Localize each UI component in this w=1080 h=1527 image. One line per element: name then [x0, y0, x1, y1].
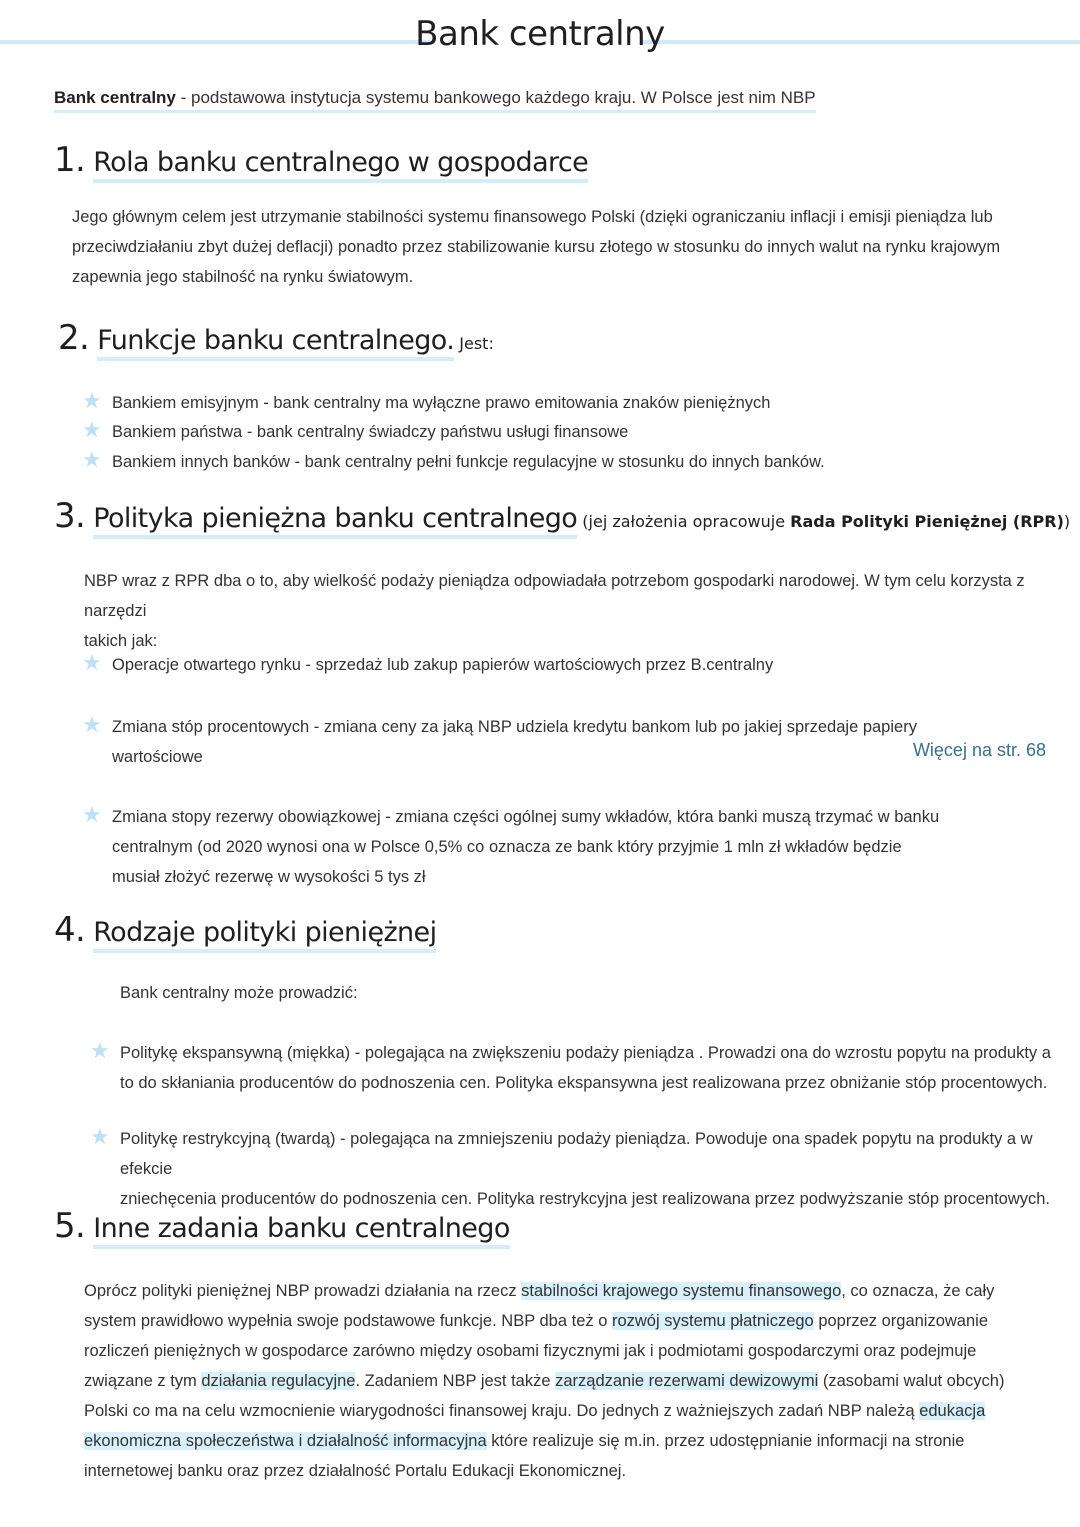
- section-5-line: [84, 1276, 1004, 1306]
- text-run: które realizuje się m.in. przez udostępnianie informacji na stronie: [486, 1432, 965, 1450]
- list-item-text: Bankiem państwa - bank centralny świadczy państwu usługi finansowe: [112, 423, 629, 441]
- section-5-line: [84, 1306, 1004, 1336]
- section-2-title: Funkcje banku centralnego.: [97, 325, 454, 361]
- list-item-text: Zmiana stóp procentowych - zmiana ceny za jaką NBP udziela kredytu bankom lub po jakiej sprzedaje papiery: [112, 718, 917, 736]
- list-item-text: to do skłaniania producentów do podnoszenia cen. Polityka ekspansywna jest realizowana przez obniżanie stóp procentowych.: [120, 1074, 1048, 1092]
- section-3-note-bold: Rada Polityki Pieniężnej (RPR): [790, 512, 1064, 531]
- section-3-line: takich jak:: [84, 632, 158, 650]
- text-run: związane z tym: [84, 1372, 202, 1390]
- section-4-title: Rodzaje polityki pieniężnej: [93, 917, 436, 953]
- list-item-text: Bankiem emisyjnym - bank centralny ma wyłączne prawo emitowania znaków pieniężnych: [112, 394, 771, 412]
- section-3-line: NBP wraz z RPR dba o to, aby wielkość podaży pieniądza odpowiadała potrzebom gospodarki narodowej. W tym celu korzysta z narzędzi: [84, 572, 1025, 620]
- section-1-line: zapewnia jego stabilność na rynku światowym.: [72, 268, 414, 286]
- section-3-number: 3.: [54, 496, 86, 536]
- highlight: działania regulacyjne: [201, 1372, 356, 1390]
- list-item: [82, 650, 774, 680]
- section-3-title: Polityka pieniężna banku centralnego: [93, 503, 577, 539]
- list-item-text: zniechęcenia producentów do podnoszenia cen. Polityka restrykcyjna jest realizowana przez podwyższanie stóp procentowych.: [120, 1190, 1051, 1208]
- list-item-text: Zmiana stopy rezerwy obowiązkowej - zmiana części ogólnej sumy wkładów, która banki muszą trzymać w banku: [112, 808, 940, 826]
- page-reference: Więcej na str. 68: [912, 740, 1046, 760]
- section-5-title: Inne zadania banku centralnego: [93, 1213, 510, 1249]
- list-item: [90, 1124, 1080, 1214]
- star-icon: ★: [90, 1039, 110, 1064]
- list-item-text: Operacje otwartego rynku - sprzedaż lub zakup papierów wartościowych przez B.centralny: [112, 656, 774, 674]
- intro-definition: [54, 88, 816, 113]
- section-2-suffix: Jest:: [454, 334, 494, 353]
- section-5-line: [84, 1366, 1004, 1396]
- section-5-line: [84, 1426, 1004, 1456]
- section-3-note: (jej założenia opracowuje: [577, 512, 791, 531]
- star-icon: ★: [82, 803, 102, 828]
- section-1-number: 1.: [54, 140, 86, 180]
- list-item-text: musiał złożyć rezerwę w wysokości 5 tys zł: [112, 868, 426, 886]
- list-item: [82, 447, 825, 477]
- text-run: poprzez organizowanie: [813, 1312, 989, 1330]
- section-2-heading: [58, 318, 494, 358]
- list-item: [82, 802, 940, 892]
- section-5-line: [84, 1396, 1004, 1426]
- section-2-number: 2.: [58, 318, 90, 358]
- list-item: [90, 1038, 1051, 1098]
- section-4-lead: Bank centralny może prowadzić:: [120, 984, 358, 1002]
- section-1-title: Rola banku centralnego w gospodarce: [93, 147, 588, 183]
- highlight: ekonomiczna społeczeństwa i działalność informacyjna: [84, 1432, 487, 1450]
- section-3-heading: [54, 496, 1070, 536]
- star-icon: ★: [82, 448, 102, 473]
- section-4-number: 4.: [54, 910, 86, 950]
- star-icon: ★: [90, 1125, 110, 1150]
- list-item-text: Politykę ekspansywną (miękka) - polegająca na zwiększeniu podaży pieniądza . Prowadzi ona do wzrostu popytu na produkty a: [120, 1044, 1051, 1062]
- section-5-line: internetowej banku oraz przez działalność Portalu Edukacji Ekonomicznej.: [84, 1462, 627, 1480]
- text-run: system prawidłowo wypełnia swoje podstawowe funkcje. NBP dba też o: [84, 1312, 612, 1330]
- text-run: , co oznacza, że cały: [841, 1282, 995, 1300]
- list-item-text: Bankiem innych banków - bank centralny pełni funkcje regulacyjne w stosunku do innych banków.: [112, 453, 825, 471]
- highlight: edukacja: [919, 1402, 986, 1420]
- list-item-text: wartościowe: [112, 748, 203, 766]
- text-run: . Zadaniem NBP jest także: [355, 1372, 556, 1390]
- section-5-number: 5.: [54, 1206, 86, 1246]
- text-run: Polski co ma na celu wzmocnienie wiarygodności finansowej kraju. Do jednych z ważniejszych zadań NBP należą: [84, 1402, 920, 1420]
- list-item: [82, 417, 629, 447]
- section-1-line: Jego głównym celem jest utrzymanie stabilności systemu finansowego Polski (dzięki ograniczaniu inflacji i emisji pieniądza lub: [72, 208, 993, 226]
- intro-term: Bank centralny: [54, 88, 176, 107]
- intro-text: - podstawowa instytucja systemu bankowego każdego kraju. W Polsce jest nim NBP: [175, 88, 816, 107]
- list-item: [82, 712, 917, 772]
- section-5-line: rozliczeń pieniężnych w gospodarce zarówno między osobami fizycznymi jak i podmiotami gospodarczymi oraz podejmuje: [84, 1342, 977, 1360]
- text-run: (zasobami walut obcych): [818, 1372, 1005, 1390]
- page-title: Bank centralny: [415, 14, 665, 54]
- highlight: zarządzanie rezerwami dewizowymi: [555, 1372, 819, 1390]
- star-icon: ★: [82, 418, 102, 443]
- section-3-body: [84, 566, 1080, 656]
- section-5-heading: [54, 1206, 510, 1246]
- section-3-note-end: ): [1063, 512, 1071, 531]
- highlight: rozwój systemu płatniczego: [611, 1312, 814, 1330]
- list-item: [82, 388, 771, 418]
- text-run: Oprócz polityki pieniężnej NBP prowadzi działania na rzecz: [84, 1282, 522, 1300]
- section-5-body: [84, 1276, 1004, 1486]
- star-icon: ★: [82, 389, 102, 414]
- section-1-body: [72, 202, 1000, 292]
- highlight: stabilności krajowego systemu finansowego: [521, 1282, 842, 1300]
- star-icon: ★: [82, 713, 102, 738]
- list-item-text: centralnym (od 2020 wynosi ona w Polsce 0,5% co oznacza ze bank który przyjmie 1 mln zł wkładów będzie: [112, 838, 902, 856]
- star-icon: ★: [82, 651, 102, 676]
- section-4-heading: [54, 910, 436, 950]
- section-1-line: przeciwdziałaniu zbyt dużej deflacji) ponadto przez stabilizowanie kursu złotego w stosunku do innych walut na rynku krajowym: [72, 238, 1001, 256]
- section-1-heading: [54, 140, 588, 180]
- list-item-text: Politykę restrykcyjną (twardą) - polegająca na zmniejszeniu podaży pieniądza. Powoduje ona spadek popytu na produkty a w efekcie: [120, 1130, 1033, 1178]
